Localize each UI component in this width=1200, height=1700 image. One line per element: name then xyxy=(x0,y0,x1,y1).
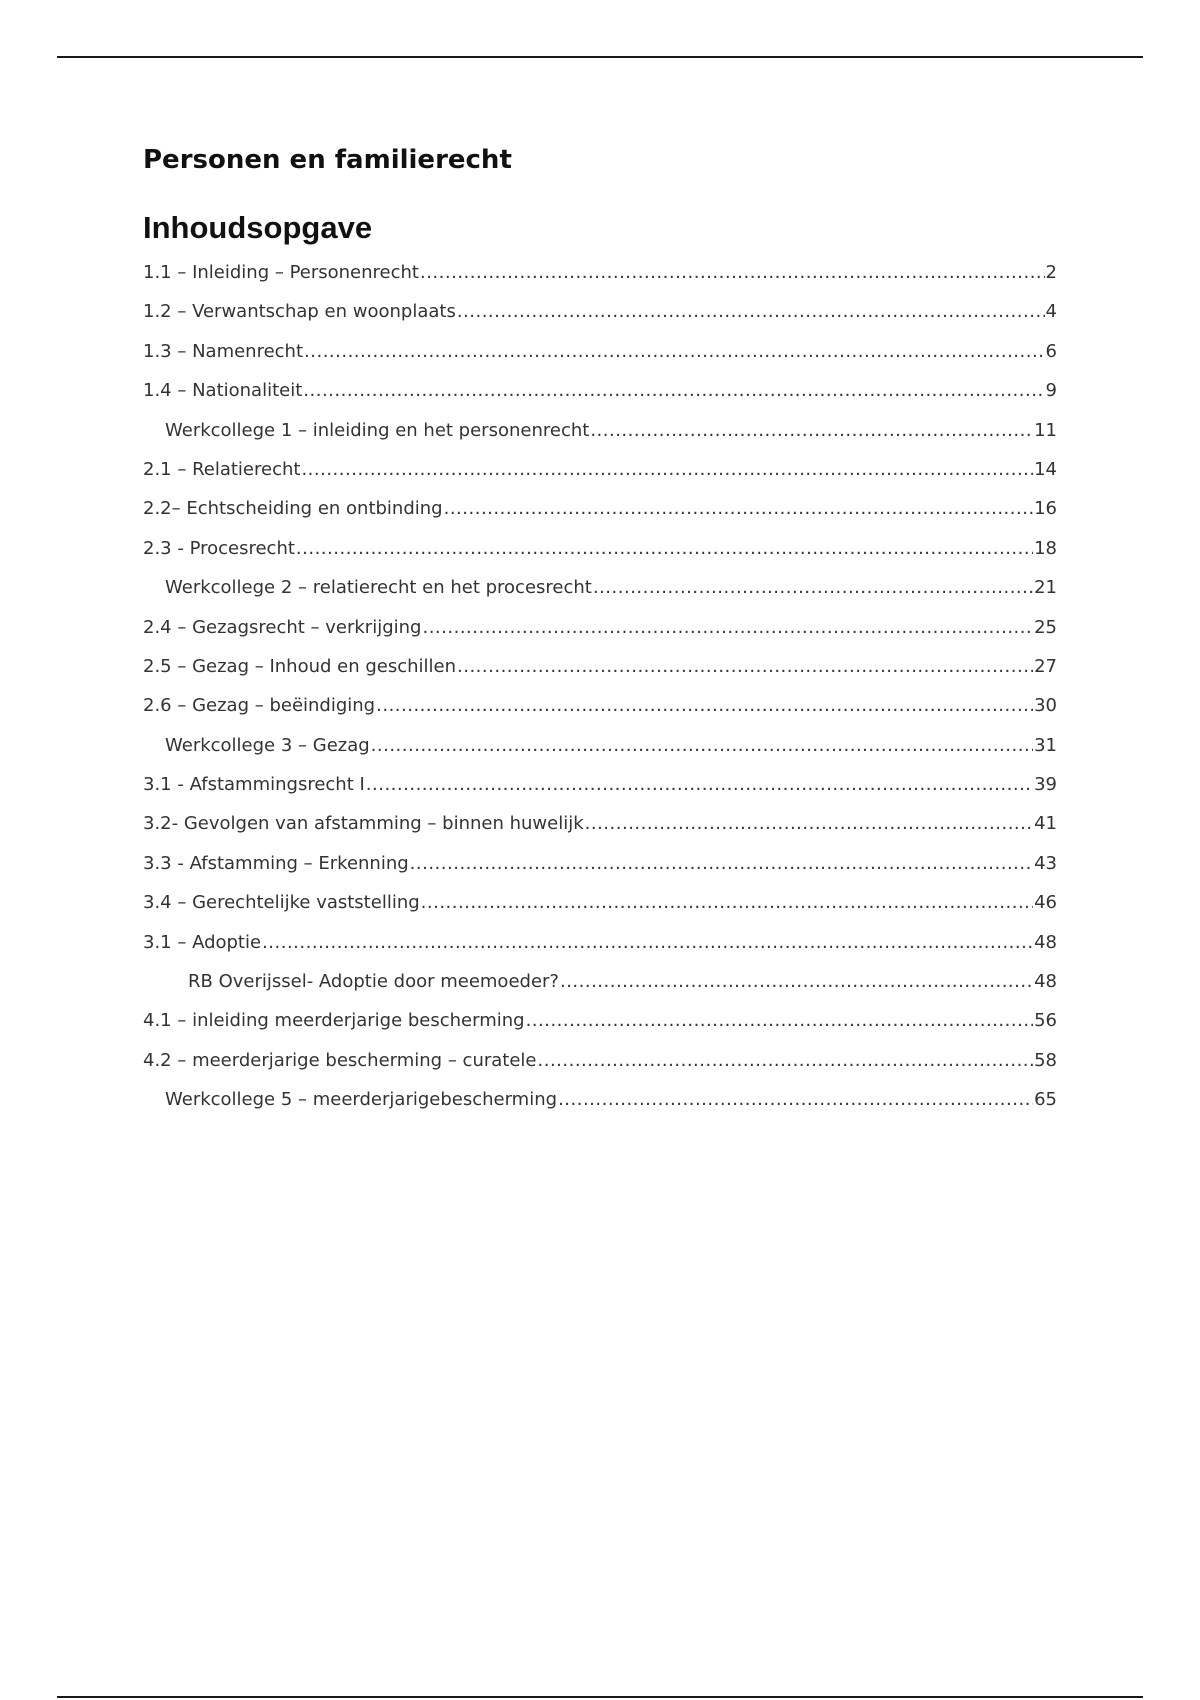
toc-entry-page-number[interactable]: 2 xyxy=(1045,262,1057,283)
toc-entry[interactable] xyxy=(143,617,1057,656)
toc-entry-label[interactable]: 2.5 – Gezag – Inhoud en geschillen xyxy=(143,655,457,677)
toc-entry[interactable] xyxy=(143,853,1057,892)
toc-entry-label[interactable]: Werkcollege 5 – meerderjarigebescherming xyxy=(165,1089,558,1111)
toc-dot-leader xyxy=(560,971,1033,992)
toc-entry-page-number[interactable]: 14 xyxy=(1034,458,1057,480)
toc-entry-page-number[interactable]: 21 xyxy=(1034,577,1057,599)
toc-entry-page-number[interactable]: 11 xyxy=(1034,419,1057,441)
toc-entry-label[interactable]: 2.6 – Gezag – beëindiging xyxy=(143,695,376,717)
toc-entry-label[interactable]: Werkcollege 1 – inleiding en het personenrecht xyxy=(165,419,590,441)
toc-dot-leader xyxy=(590,420,1033,441)
toc-entry-label[interactable]: 2.4 – Gezagsrecht – verkrijging xyxy=(143,616,422,638)
toc-entry-page-number[interactable]: 16 xyxy=(1034,498,1057,520)
toc-entry-page-number[interactable]: 43 xyxy=(1034,852,1057,874)
toc-entry-label[interactable]: Werkcollege 3 – Gezag xyxy=(165,734,370,756)
document-title: Personen en familierecht xyxy=(143,145,512,175)
toc-dot-leader xyxy=(422,617,1033,638)
toc-dot-leader xyxy=(585,813,1033,834)
toc-dot-leader xyxy=(410,853,1033,874)
header-rule xyxy=(57,56,1143,58)
toc-entry-page-number[interactable]: 56 xyxy=(1034,1010,1057,1032)
toc-dot-leader xyxy=(376,695,1033,716)
toc-dot-leader xyxy=(593,577,1033,598)
toc-entry[interactable] xyxy=(143,420,1057,459)
toc-entry-label[interactable]: 1.1 – Inleiding – Personenrecht xyxy=(143,262,419,283)
toc-dot-leader xyxy=(526,1010,1034,1031)
toc-dot-leader xyxy=(420,262,1045,283)
toc-entry-label[interactable]: 1.2 – Verwantschap en woonplaats xyxy=(143,301,456,323)
toc-entry-label[interactable]: RB Overijssel- Adoptie door meemoeder? xyxy=(188,971,559,993)
toc-entry-label[interactable]: 4.1 – inleiding meerderjarige bescherming xyxy=(143,1010,525,1032)
toc-dot-leader xyxy=(444,498,1033,519)
toc-entry-label[interactable]: 4.2 – meerderjarige bescherming – curatele xyxy=(143,1049,537,1071)
toc-entry[interactable] xyxy=(143,262,1057,301)
toc-entry-label[interactable]: 1.4 – Nationaliteit xyxy=(143,380,303,402)
toc-entry[interactable] xyxy=(143,813,1057,852)
footer-rule xyxy=(57,1696,1143,1698)
toc-entry-page-number[interactable]: 30 xyxy=(1034,695,1057,717)
toc-dot-leader xyxy=(371,735,1033,756)
toc-entry[interactable] xyxy=(143,341,1057,380)
toc-entry[interactable] xyxy=(143,695,1057,734)
toc-entry[interactable] xyxy=(143,932,1057,971)
toc-dot-leader xyxy=(366,774,1033,795)
toc-entry-page-number[interactable]: 31 xyxy=(1034,734,1057,756)
toc-entry-page-number[interactable]: 4 xyxy=(1045,301,1057,323)
toc-entry-label[interactable]: 3.1 - Afstammingsrecht I xyxy=(143,774,365,796)
table-of-contents xyxy=(143,262,1057,1129)
toc-entry[interactable] xyxy=(143,971,1057,1010)
toc-dot-leader xyxy=(457,301,1045,322)
toc-heading: Inhoudsopgave xyxy=(143,210,373,245)
toc-entry[interactable] xyxy=(143,774,1057,813)
toc-entry[interactable] xyxy=(143,892,1057,931)
toc-entry-page-number[interactable]: 9 xyxy=(1045,380,1057,402)
toc-dot-leader xyxy=(301,459,1033,480)
toc-entry-label[interactable]: 3.1 – Adoptie xyxy=(143,931,262,953)
toc-entry-page-number[interactable]: 39 xyxy=(1034,774,1057,796)
toc-entry-page-number[interactable]: 6 xyxy=(1045,340,1057,362)
toc-entry-page-number[interactable]: 41 xyxy=(1034,813,1057,835)
toc-entry-label[interactable]: 2.3 - Procesrecht xyxy=(143,537,295,559)
toc-entry[interactable] xyxy=(143,1089,1057,1128)
toc-entry[interactable] xyxy=(143,498,1057,537)
toc-entry[interactable] xyxy=(143,538,1057,577)
toc-entry-label[interactable]: 3.3 - Afstamming – Erkenning xyxy=(143,852,409,874)
toc-dot-leader xyxy=(538,1050,1034,1071)
toc-entry[interactable] xyxy=(143,459,1057,498)
toc-entry-label[interactable]: 2.2– Echtscheiding en ontbinding xyxy=(143,498,443,520)
toc-dot-leader xyxy=(303,380,1044,401)
toc-dot-leader xyxy=(558,1089,1033,1110)
toc-dot-leader xyxy=(262,932,1033,953)
toc-entry-page-number[interactable]: 65 xyxy=(1034,1089,1057,1111)
toc-dot-leader xyxy=(304,341,1045,362)
toc-entry[interactable] xyxy=(143,380,1057,419)
toc-entry[interactable] xyxy=(143,1050,1057,1089)
toc-dot-leader xyxy=(457,656,1033,677)
toc-entry-page-number[interactable]: 48 xyxy=(1034,931,1057,953)
toc-entry-label[interactable]: 3.2- Gevolgen van afstamming – binnen huwelijk xyxy=(143,813,584,835)
toc-dot-leader xyxy=(421,892,1033,913)
toc-entry-label[interactable]: 1.3 – Namenrecht xyxy=(143,340,304,362)
toc-entry-page-number[interactable]: 25 xyxy=(1034,616,1057,638)
toc-entry[interactable] xyxy=(143,735,1057,774)
toc-entry[interactable] xyxy=(143,1010,1057,1049)
toc-entry[interactable] xyxy=(143,301,1057,340)
toc-entry-page-number[interactable]: 48 xyxy=(1034,971,1057,993)
toc-dot-leader xyxy=(296,538,1033,559)
toc-entry[interactable] xyxy=(143,577,1057,616)
toc-entry-page-number[interactable]: 46 xyxy=(1034,892,1057,914)
toc-entry[interactable] xyxy=(143,656,1057,695)
toc-entry-page-number[interactable]: 58 xyxy=(1034,1049,1057,1071)
toc-entry-label[interactable]: 2.1 – Relatierecht xyxy=(143,458,301,480)
toc-entry-label[interactable]: Werkcollege 2 – relatierecht en het procesrecht xyxy=(165,577,592,599)
toc-entry-page-number[interactable]: 18 xyxy=(1034,537,1057,559)
toc-entry-page-number[interactable]: 27 xyxy=(1034,655,1057,677)
toc-entry-label[interactable]: 3.4 – Gerechtelijke vaststelling xyxy=(143,892,420,914)
